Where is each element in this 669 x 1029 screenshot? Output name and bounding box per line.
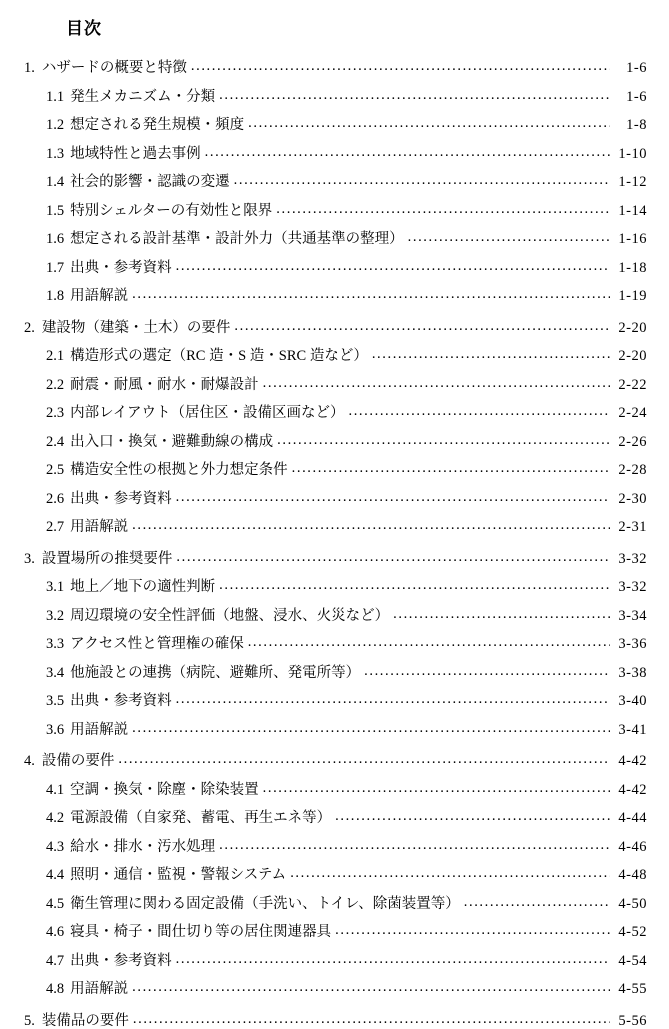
- toc-leader-dots: [118, 754, 610, 764]
- toc-entry-page: 2-28: [618, 462, 647, 478]
- toc-leader-dots: [132, 289, 610, 299]
- toc-entry-label: 耐震・耐風・耐水・耐爆設計: [70, 376, 259, 393]
- toc-entry-page: 3-38: [618, 664, 647, 681]
- toc-leader-dots: [292, 463, 610, 473]
- toc-leader-dots: [176, 954, 610, 964]
- toc-entry-label: 地上／地下の適性判断: [70, 579, 216, 595]
- toc-entry-number: 4.: [24, 753, 35, 769]
- toc-entry-page: 3-36: [618, 636, 647, 652]
- toc-leader-dots: [219, 90, 610, 100]
- toc-entry[interactable]: [22, 492, 647, 507]
- toc-entry-page: 1-19: [618, 288, 647, 304]
- toc-entry-number: 3.: [24, 550, 35, 567]
- toc-entry-number: 2.3: [46, 405, 65, 421]
- toc-entry-number: 4.4: [46, 867, 65, 883]
- toc-entry-page: 3-41: [618, 721, 647, 738]
- toc-leader-dots: [248, 637, 610, 647]
- toc-entry-number: 2.5: [46, 462, 65, 478]
- toc-entry-label: 周辺環境の安全性評価（地盤、浸水、火災など）: [70, 607, 390, 624]
- toc-leader-dots: [263, 378, 610, 388]
- toc-leader-dots: [372, 349, 610, 359]
- toc-leader-dots: [176, 492, 610, 502]
- toc-entry-number: 3.1: [46, 579, 65, 595]
- toc-leader-dots: [263, 783, 610, 793]
- toc-entry[interactable]: [22, 175, 647, 190]
- toc-entry-page: 2-30: [618, 490, 647, 507]
- toc-entry[interactable]: [22, 637, 647, 652]
- toc-entry-number: 2.7: [46, 519, 65, 535]
- toc-leader-dots: [408, 232, 610, 242]
- toc-entry[interactable]: [22, 754, 647, 769]
- toc-leader-dots: [219, 580, 610, 590]
- toc-entry-number: 1.4: [46, 174, 65, 190]
- toc-entry-label: 出典・参考資料: [70, 952, 172, 969]
- toc-entry-number: 2.2: [46, 376, 65, 393]
- toc-entry-page: 2-24: [618, 405, 647, 421]
- toc-entry-label: 出典・参考資料: [70, 490, 172, 507]
- toc-entry[interactable]: [22, 723, 647, 738]
- toc-leader-dots: [276, 204, 610, 214]
- toc-entry-number: 4.8: [46, 981, 65, 997]
- toc-entry-number: 1.: [24, 60, 35, 76]
- toc-leader-dots: [191, 61, 610, 71]
- toc-entry[interactable]: [22, 580, 647, 595]
- toc-entry-number: 1.8: [46, 288, 65, 304]
- toc-entry-label: 内部レイアウト（居住区・設備区画など）: [70, 405, 345, 421]
- toc-entry[interactable]: [22, 609, 647, 624]
- toc-entry-page: 3-40: [618, 693, 647, 709]
- toc-entry-page: 1-6: [626, 88, 647, 105]
- toc-entry-number: 2.1: [46, 348, 65, 364]
- toc-leader-dots: [234, 321, 610, 331]
- toc-entry[interactable]: [22, 261, 647, 276]
- toc-entry-number: 3.4: [46, 664, 65, 681]
- toc-entry-page: 3-32: [618, 579, 647, 595]
- toc-entry-label: 出典・参考資料: [70, 693, 172, 709]
- toc-entry-label: 構造安全性の根拠と外力想定条件: [70, 462, 288, 478]
- toc-leader-dots: [248, 118, 610, 128]
- toc-entry-label: 電源設備（自家発、蓄電、再生エネ等）: [70, 810, 332, 826]
- toc-entry-label: 発生メカニズム・分類: [70, 88, 216, 105]
- toc-entry-label: 衛生管理に関わる固定設備（手洗い、トイレ、除菌装置等）: [70, 895, 460, 912]
- toc-entry-label: 特別シェルターの有効性と限界: [70, 202, 273, 219]
- toc-entry-page: 4-48: [618, 867, 647, 883]
- toc-entry-label: 想定される設計基準・設計外力（共通基準の整理）: [70, 231, 404, 247]
- toc-entry[interactable]: [22, 378, 647, 393]
- toc-entry-page: 1-14: [618, 202, 647, 219]
- toc-entry-label: アクセス性と管理権の確保: [70, 636, 244, 652]
- toc-leader-dots: [219, 840, 610, 850]
- toc-entry-number: 3.5: [46, 693, 65, 709]
- toc-entry[interactable]: [22, 982, 647, 997]
- toc-entry-number: 3.6: [46, 721, 65, 738]
- table-of-contents: [22, 61, 647, 1028]
- toc-entry[interactable]: [22, 954, 647, 969]
- toc-entry[interactable]: [22, 840, 647, 855]
- toc-leader-dots: [290, 868, 610, 878]
- toc-entry-label: 構造形式の選定（RC 造・S 造・SRC 造など）: [70, 348, 368, 364]
- toc-entry-number: 1.6: [46, 231, 65, 247]
- toc-entry-label: 出典・参考資料: [70, 259, 172, 276]
- toc-entry-label: 設置場所の推奨要件: [41, 550, 173, 567]
- toc-entry-number: 1.7: [46, 259, 65, 276]
- toc-entry-page: 4-42: [618, 753, 647, 769]
- toc-entry-page: 2-31: [618, 519, 647, 535]
- toc-entry-page: 4-44: [618, 810, 647, 826]
- toc-entry[interactable]: [22, 783, 647, 798]
- toc-leader-dots: [234, 175, 610, 185]
- toc-entry[interactable]: [22, 61, 647, 76]
- toc-entry-page: 1-16: [618, 231, 647, 247]
- toc-leader-dots: [176, 261, 610, 271]
- toc-entry-page: 4-46: [618, 838, 647, 855]
- toc-entry-number: 4.2: [46, 810, 65, 826]
- toc-entry-label: 給水・排水・汚水処理: [70, 838, 216, 855]
- toc-entry-label: 想定される発生規模・頻度: [70, 117, 245, 133]
- toc-entry-label: 用語解説: [70, 721, 129, 738]
- toc-entry-number: 4.3: [46, 838, 65, 855]
- toc-entry-label: 用語解説: [70, 519, 129, 535]
- toc-entry-number: 4.5: [46, 895, 65, 912]
- toc-entry-page: 4-42: [618, 781, 647, 798]
- toc-entry-number: 1.1: [46, 88, 65, 105]
- toc-entry[interactable]: [22, 925, 647, 940]
- toc-entry-number: 3.3: [46, 636, 65, 652]
- toc-entry-page: 2-20: [618, 348, 647, 364]
- toc-entry[interactable]: [22, 90, 647, 105]
- toc-entry-label: 寝具・椅子・間仕切り等の居住関連器具: [70, 924, 332, 940]
- toc-entry-page: 4-50: [618, 895, 647, 912]
- toc-entry-label: 装備品の要件: [41, 1012, 129, 1029]
- toc-entry-number: 3.2: [46, 607, 65, 624]
- toc-entry[interactable]: [22, 406, 647, 421]
- toc-entry-page: 4-55: [618, 981, 647, 997]
- toc-leader-dots: [335, 925, 610, 935]
- toc-entry-number: 4.6: [46, 924, 65, 940]
- toc-entry-page: 4-54: [618, 952, 647, 969]
- toc-entry-number: 1.5: [46, 202, 65, 219]
- toc-entry[interactable]: [22, 435, 647, 450]
- toc-entry[interactable]: [22, 463, 647, 478]
- toc-entry[interactable]: [22, 666, 647, 681]
- page-title: 目次: [66, 19, 102, 39]
- toc-entry-label: ハザードの概要と特徴: [41, 60, 187, 76]
- toc-leader-dots: [176, 552, 610, 562]
- toc-entry-label: 社会的影響・認識の変遷: [70, 174, 230, 190]
- toc-entry-page: 2-20: [618, 319, 647, 336]
- toc-entry-label: 地域特性と過去事例: [70, 145, 201, 162]
- toc-leader-dots: [133, 1014, 610, 1024]
- toc-leader-dots: [277, 435, 610, 445]
- toc-entry-label: 他施設との連携（病院、避難所、発電所等）: [70, 664, 361, 681]
- toc-leader-dots: [132, 723, 610, 733]
- toc-entry[interactable]: [22, 118, 647, 133]
- toc-entry[interactable]: [22, 694, 647, 709]
- toc-entry-number: 1.3: [46, 145, 65, 162]
- toc-entry-label: 用語解説: [70, 288, 129, 304]
- toc-entry-number: 4.7: [46, 952, 65, 969]
- toc-entry-label: 設備の要件: [41, 753, 115, 769]
- toc-entry[interactable]: [22, 289, 647, 304]
- toc-entry[interactable]: [22, 897, 647, 912]
- toc-entry-label: 用語解説: [70, 981, 129, 997]
- toc-leader-dots: [393, 609, 610, 619]
- toc-entry[interactable]: [22, 1014, 647, 1029]
- toc-entry[interactable]: [22, 349, 647, 364]
- toc-entry[interactable]: [22, 811, 647, 826]
- toc-entry-page: 1-18: [618, 259, 647, 276]
- toc-leader-dots: [176, 694, 610, 704]
- toc-entry-label: 照明・通信・監視・警報システム: [70, 867, 287, 883]
- toc-entry-number: 5.: [24, 1012, 35, 1029]
- toc-entry-number: 1.2: [46, 117, 65, 133]
- toc-entry-page: 1-10: [618, 145, 647, 162]
- toc-entry-label: 出入口・換気・避難動線の構成: [70, 433, 274, 450]
- toc-entry-page: 5-56: [618, 1012, 647, 1029]
- toc-entry-page: 1-6: [626, 60, 647, 76]
- toc-entry-number: 2.6: [46, 490, 65, 507]
- toc-entry-page: 1-8: [626, 117, 647, 133]
- toc-leader-dots: [464, 897, 610, 907]
- toc-leader-dots: [132, 520, 610, 530]
- toc-entry-page: 4-52: [618, 924, 647, 940]
- toc-entry-page: 2-26: [618, 433, 647, 450]
- toc-entry[interactable]: [22, 204, 647, 219]
- toc-entry[interactable]: [22, 147, 647, 162]
- toc-entry-page: 2-22: [618, 376, 647, 393]
- toc-entry-label: 建設物（建築・土木）の要件: [41, 319, 231, 336]
- toc-entry-page: 3-34: [618, 607, 647, 624]
- toc-entry-number: 4.1: [46, 781, 65, 798]
- toc-leader-dots: [205, 147, 610, 157]
- toc-leader-dots: [364, 666, 610, 676]
- toc-entry[interactable]: [22, 552, 647, 567]
- toc-entry[interactable]: [22, 232, 647, 247]
- toc-leader-dots: [348, 406, 610, 416]
- toc-entry[interactable]: [22, 868, 647, 883]
- toc-leader-dots: [132, 982, 610, 992]
- toc-entry-page: 3-32: [618, 550, 647, 567]
- toc-entry-number: 2.4: [46, 433, 65, 450]
- toc-entry-label: 空調・換気・除塵・除染装置: [70, 781, 259, 798]
- toc-entry-number: 2.: [24, 319, 35, 336]
- toc-entry[interactable]: [22, 321, 647, 336]
- toc-entry-page: 1-12: [618, 174, 647, 190]
- toc-entry[interactable]: [22, 520, 647, 535]
- toc-leader-dots: [335, 811, 610, 821]
